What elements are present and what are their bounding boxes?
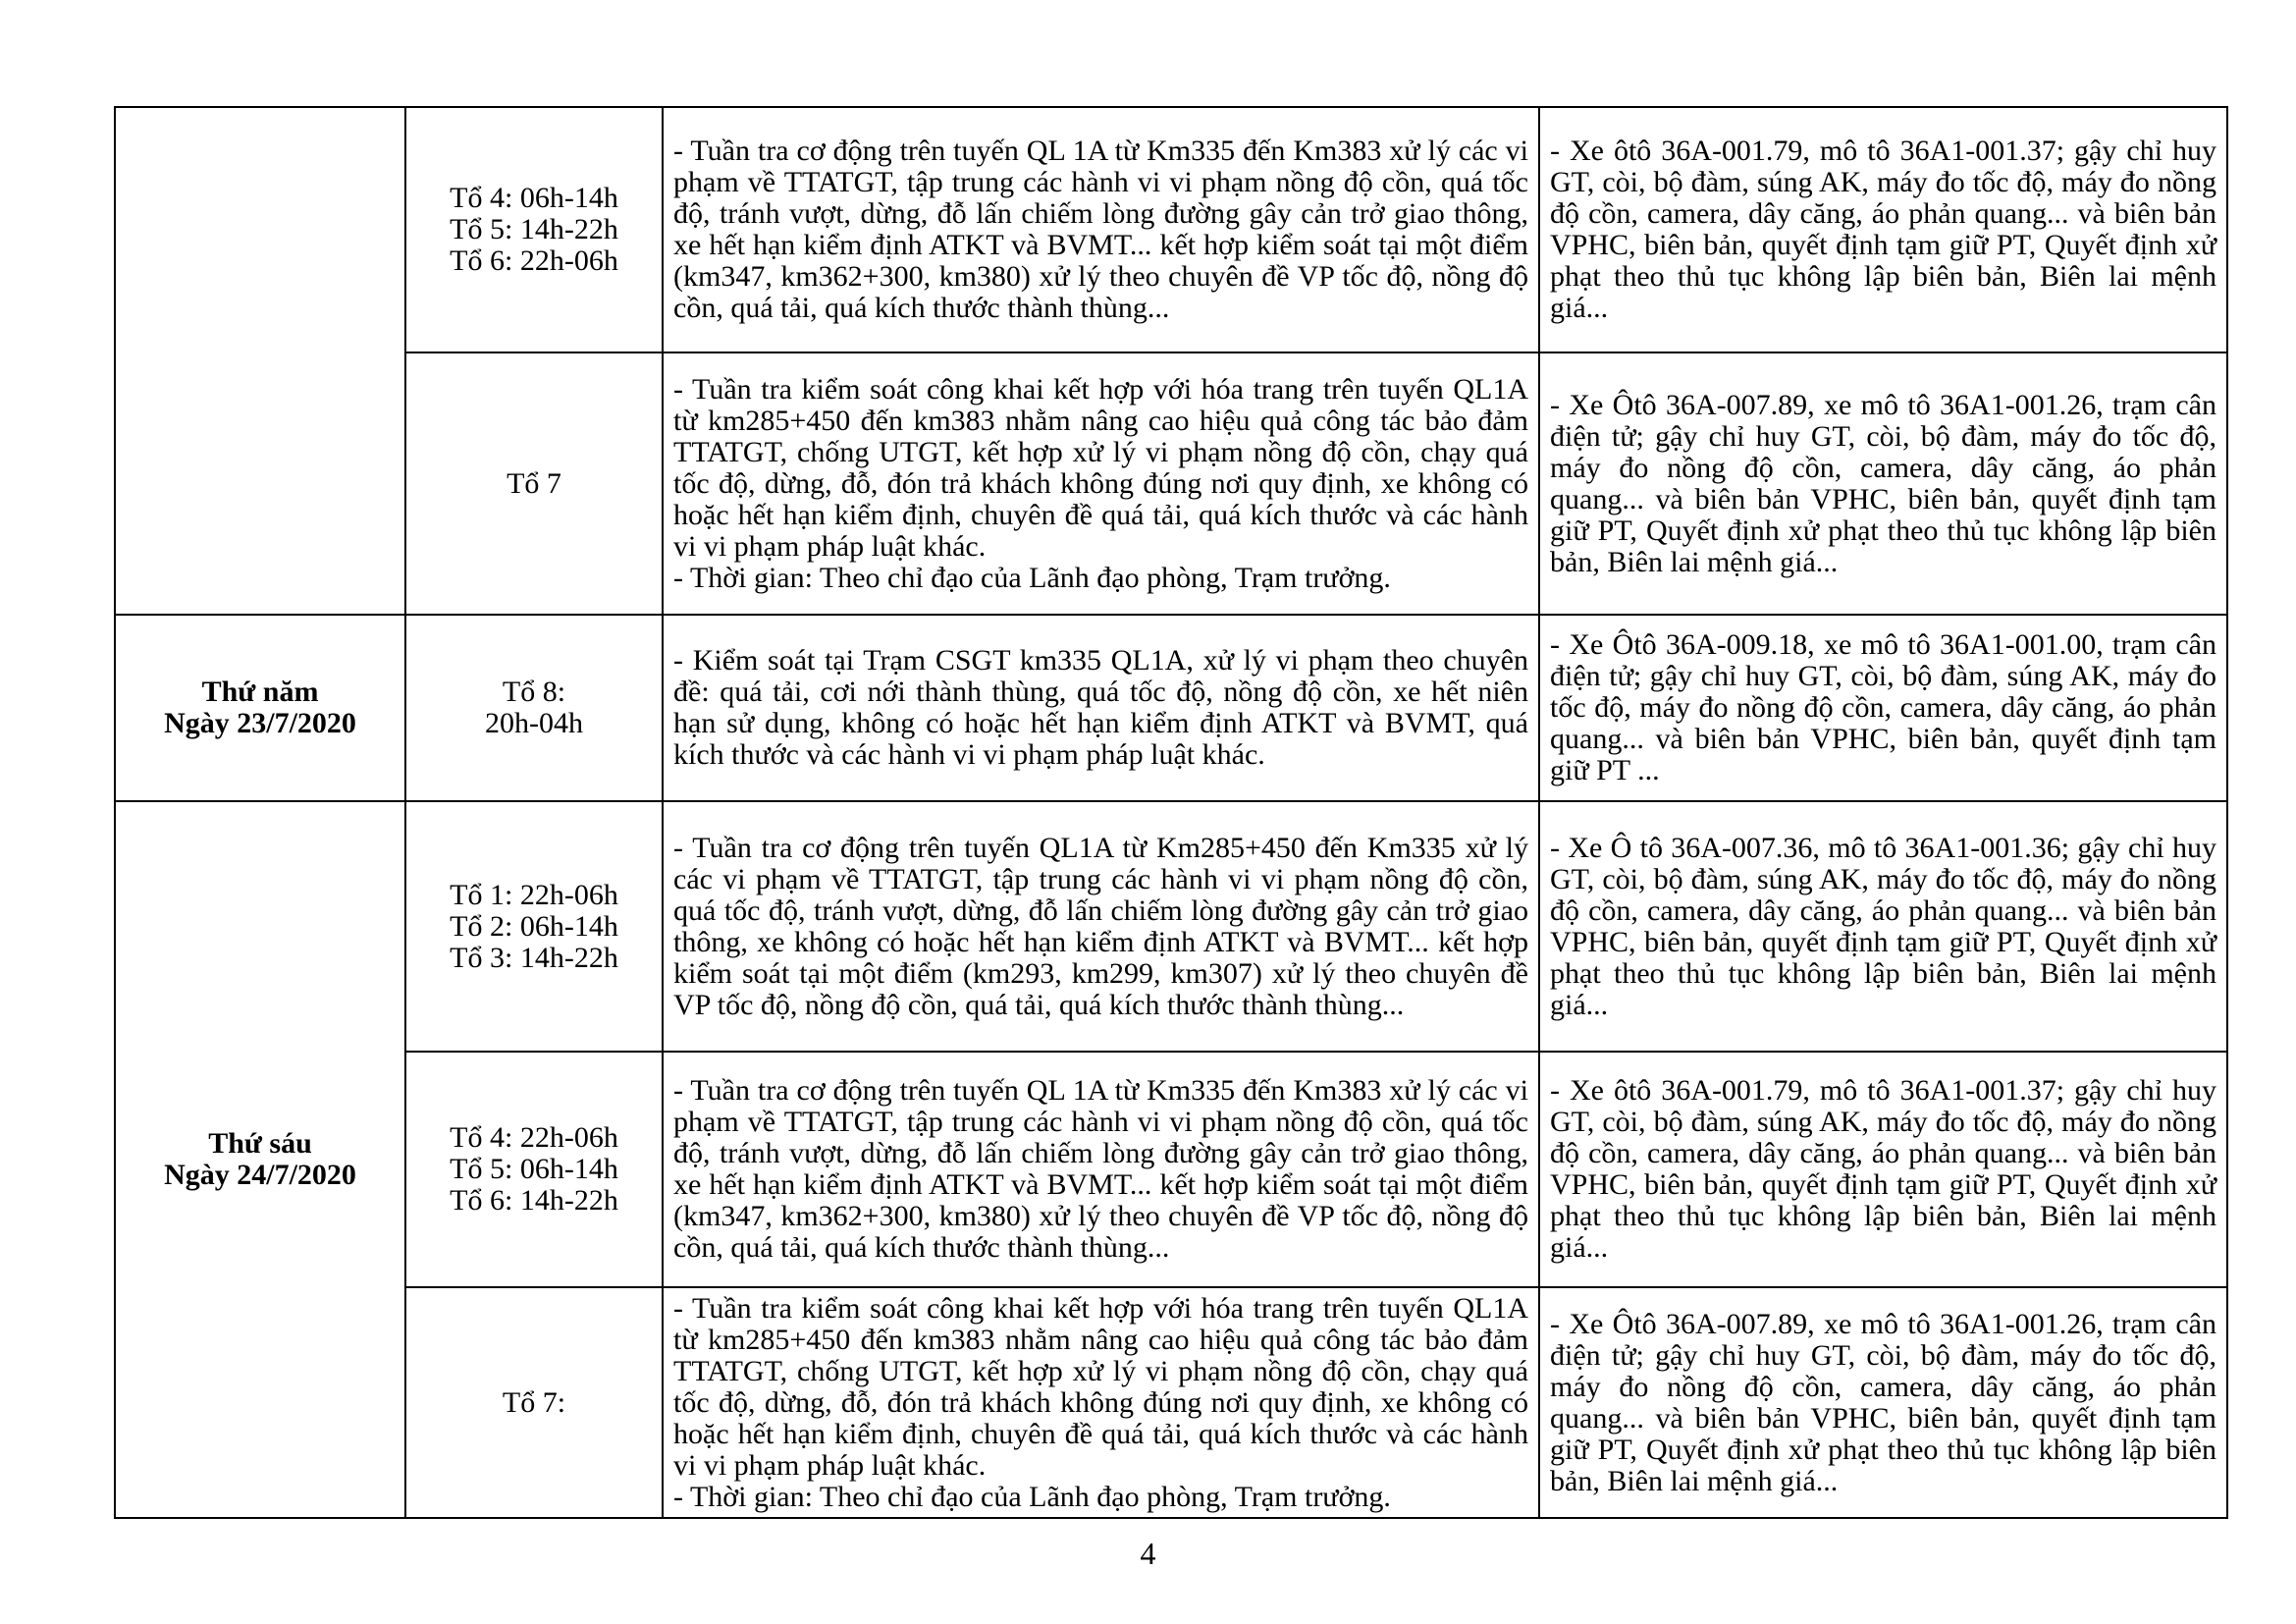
team-cell bbox=[405, 615, 663, 801]
task-cell: - Tuần tra cơ động trên tuyến QL 1A từ Km335 đến Km383 xử lý các vi phạm về TTATGT, tập trung các hành vi vi phạm nồng độ cồn, quá tốc độ, tránh vượt, dừng, đỗ lấn chiếm lòng đường gây cản trở giao thông, xe hết hạn kiểm định ATKT và BVMT... kết hợp kiểm soát tại một điểm (km347, km362+300, km380) xử lý theo chuyên đề VP tốc độ, nồng độ cồn, quá tải, quá kích thước thành thùng... bbox=[663, 107, 1539, 352]
team-line: Tổ 4: 22h-06h bbox=[450, 1121, 618, 1154]
team-cell bbox=[405, 1052, 663, 1287]
team-line: Tổ 7: bbox=[502, 1385, 566, 1419]
day-cell bbox=[115, 107, 405, 615]
team-line: Tổ 3: 14h-22h bbox=[450, 941, 618, 974]
day-name: Thứ sáu bbox=[208, 1127, 312, 1160]
team-line: Tổ 6: 22h-06h bbox=[450, 244, 618, 277]
team-line: Tổ 2: 06h-14h bbox=[450, 909, 618, 943]
day-date: Ngày 24/7/2020 bbox=[164, 1159, 356, 1191]
table-row bbox=[115, 801, 2227, 1052]
team-cell bbox=[405, 1287, 663, 1518]
schedule-table bbox=[114, 106, 2228, 1519]
equipment-cell: - Xe Ôtô 36A-007.89, xe mô tô 36A1-001.26, trạm cân điện tử; gậy chỉ huy GT, còi, bộ đàm, máy đo tốc độ, máy đo nồng độ cồn, camera, dây căng, áo phản quang... và biên bản VPHC, biên bản, quyết định tạm giữ PT, Quyết định xử phạt theo thủ tục không lập biên bản, Biên lai mệnh giá... bbox=[1539, 352, 2227, 615]
table-row bbox=[115, 1052, 2227, 1287]
table-row bbox=[115, 615, 2227, 801]
team-line: Tổ 4: 06h-14h bbox=[450, 182, 618, 214]
team-line: Tổ 8: bbox=[502, 676, 566, 708]
equipment-cell: - Xe Ôtô 36A-009.18, xe mô tô 36A1-001.00, trạm cân điện tử; gậy chỉ huy GT, còi, bộ đàm, súng AK, máy đo tốc độ, máy đo nồng độ cồn, camera, dây căng, áo phản quang... và biên bản VPHC, biên bản, quyết định tạm giữ PT ... bbox=[1539, 615, 2227, 801]
team-cell bbox=[405, 801, 663, 1052]
task-cell: - Tuần tra kiểm soát công khai kết hợp với hóa trang trên tuyến QL1A từ km285+450 đến km383 nhằm nâng cao hiệu quả công tác bảo đảm TTATGT, chống UTGT, kết hợp xử lý vi phạm nồng độ cồn, chạy quá tốc độ, dừng, đỗ, đón trả khách không đúng nơi quy định, xe không có hoặc hết hạn kiểm định, chuyên đề quá tải, quá kích thước và các hành vi vi phạm pháp luật khác. - Thời gian: Theo chỉ đạo của Lãnh đạo phòng, Trạm trưởng. bbox=[663, 352, 1539, 615]
team-line: Tổ 7 bbox=[507, 466, 561, 500]
team-cell bbox=[405, 107, 663, 352]
day-name: Thứ năm bbox=[201, 676, 319, 708]
team-line: Tổ 5: 06h-14h bbox=[450, 1153, 618, 1185]
equipment-cell: - Xe Ô tô 36A-007.36, mô tô 36A1-001.36; gậy chỉ huy GT, còi, bộ đàm, súng AK, máy đo tốc độ, máy đo nồng độ cồn, camera, dây căng, áo phản quang... và biên bản VPHC, biên bản, quyết định tạm giữ PT, Quyết định xử phạt theo thủ tục không lập biên bản, Biên lai mệnh giá... bbox=[1539, 801, 2227, 1052]
equipment-cell: - Xe Ôtô 36A-007.89, xe mô tô 36A1-001.26, trạm cân điện tử; gậy chỉ huy GT, còi, bộ đàm, máy đo tốc độ, máy đo nồng độ cồn, camera, dây căng, áo phản quang... và biên bản VPHC, biên bản, quyết định tạm giữ PT, Quyết định xử phạt theo thủ tục không lập biên bản, Biên lai mệnh giá... bbox=[1539, 1287, 2227, 1518]
equipment-cell: - Xe ôtô 36A-001.79, mô tô 36A1-001.37; gậy chỉ huy GT, còi, bộ đàm, súng AK, máy đo tốc độ, máy đo nồng độ cồn, camera, dây căng, áo phản quang... và biên bản VPHC, biên bản, quyết định tạm giữ PT, Quyết định xử phạt theo thủ tục không lập biên bản, Biên lai mệnh giá... bbox=[1539, 107, 2227, 352]
task-cell: - Tuần tra cơ động trên tuyến QL 1A từ Km335 đến Km383 xử lý các vi phạm về TTATGT, tập trung các hành vi vi phạm nồng độ cồn, quá tốc độ, tránh vượt, dừng, đỗ lấn chiếm lòng đường gây cản trở giao thông, xe hết hạn kiểm định ATKT và BVMT... kết hợp kiểm soát tại một điểm (km347, km362+300, km380) xử lý theo chuyên đề VP tốc độ, nồng độ cồn, quá tải, quá kích thước thành thùng... bbox=[663, 1052, 1539, 1287]
table-row bbox=[115, 107, 2227, 352]
table-row bbox=[115, 352, 2227, 615]
day-cell bbox=[115, 801, 405, 1518]
team-line: 20h-04h bbox=[485, 707, 583, 739]
day-cell bbox=[115, 615, 405, 801]
task-cell: - Tuần tra cơ động trên tuyến QL1A từ Km285+450 đến Km335 xử lý các vi phạm về TTATGT, tập trung các hành vi vi phạm nồng độ cồn, quá tốc độ, tránh vượt, dừng, đỗ lấn chiếm lòng đường gây cản trở giao thông, xe không có hoặc hết hạn kiểm định ATKT và BVMT... kết hợp kiểm soát tại một điểm (km293, km299, km307) xử lý theo chuyên đề VP tốc độ, nồng độ cồn, quá tải, quá kích thước thành thùng... bbox=[663, 801, 1539, 1052]
team-cell bbox=[405, 352, 663, 615]
task-cell: - Kiểm soát tại Trạm CSGT km335 QL1A, xử lý vi phạm theo chuyên đề: quá tải, cơi nới thành thùng, quá tốc độ, nồng độ cồn, xe hết niên hạn sử dụng, không có hoặc hết hạn kiểm định ATKT và BVMT, quá kích thước và các hành vi vi phạm pháp luật khác. bbox=[663, 615, 1539, 801]
table-row bbox=[115, 1287, 2227, 1518]
team-line: Tổ 5: 14h-22h bbox=[450, 213, 618, 245]
day-date: Ngày 23/7/2020 bbox=[164, 707, 356, 739]
team-line: Tổ 6: 14h-22h bbox=[450, 1184, 618, 1217]
task-cell: - Tuần tra kiểm soát công khai kết hợp với hóa trang trên tuyến QL1A từ km285+450 đến km383 nhằm nâng cao hiệu quả công tác bảo đảm TTATGT, chống UTGT, kết hợp xử lý vi phạm nồng độ cồn, chạy quá tốc độ, dừng, đỗ, đón trả khách không đúng nơi quy định, xe không có hoặc hết hạn kiểm định, chuyên đề quá tải, quá kích thước và các hành vi vi phạm pháp luật khác. - Thời gian: Theo chỉ đạo của Lãnh đạo phòng, Trạm trưởng. bbox=[663, 1287, 1539, 1518]
equipment-cell: - Xe ôtô 36A-001.79, mô tô 36A1-001.37; gậy chỉ huy GT, còi, bộ đàm, súng AK, máy đo tốc độ, máy đo nồng độ cồn, camera, dây căng, áo phản quang... và biên bản VPHC, biên bản, quyết định tạm giữ PT, Quyết định xử phạt theo thủ tục không lập biên bản, Biên lai mệnh giá... bbox=[1539, 1052, 2227, 1287]
page-number: 4 bbox=[1140, 1536, 1156, 1571]
team-line: Tổ 1: 22h-06h bbox=[450, 878, 618, 911]
